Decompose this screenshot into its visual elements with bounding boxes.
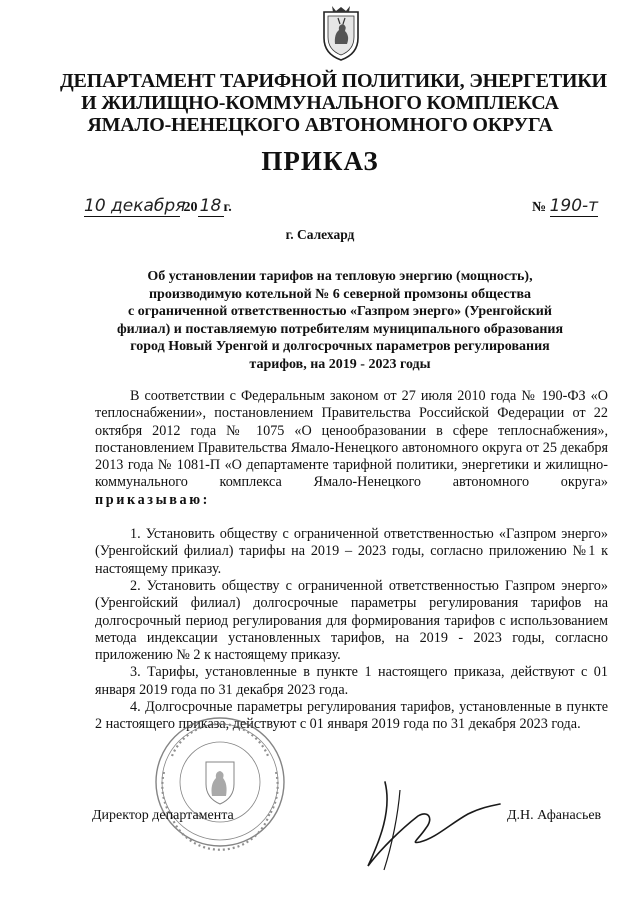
preamble-paragraph — [95, 388, 608, 509]
subject-line: производимую котельной № 6 северной промзоны общества — [148, 286, 532, 302]
subject-line: тарифов, на 2019 - 2023 годы — [249, 356, 431, 372]
date-handwritten: 10 декабря — [84, 196, 186, 216]
coat-of-arms-icon — [320, 6, 362, 62]
subject-line: Об установлении тарифов на тепловую энергию (мощность), — [147, 269, 533, 284]
department-line: ЯМАЛО-НЕНЕЦКОГО АВТОНОМНОГО ОКРУГА — [87, 114, 553, 136]
handwritten-signature-icon — [340, 770, 540, 880]
order-date — [84, 196, 232, 217]
order-item: 1. Установить обществу с ограниченной ответственностью «Газпром энерго» (Уренгойский филиал) тарифы на 2019 – 2023 годы, согласно приложению №1 к настоящему приказу. — [95, 526, 608, 577]
number-label: № — [532, 200, 547, 215]
city: г. Салехард — [285, 227, 355, 242]
signatory-position: Директор департамента — [92, 808, 234, 823]
order-word: приказываю: — [95, 491, 210, 508]
order-subject — [100, 268, 580, 373]
subject-line: с ограниченной ответственностью «Газпром энерго» (Уренгойский — [128, 304, 552, 319]
number-handwritten: 190-т — [549, 196, 599, 216]
department-title — [60, 70, 607, 136]
order-body — [95, 388, 608, 734]
signatory-name: Д.Н. Афанасьев — [507, 808, 602, 823]
preamble-text: В соответствии с Федеральным законом от 27 июля 2010 года № 190-ФЗ «О теплоснабжении», постановлением Правительства Российской Федерации от 22 октября 2012 года № 1075 «О ценообразовании в сфере теплоснабжения», постановлением Правительства Ямало-Ненецкого автономного округа от 25 декабря 2013 года № 1081-П «О департаменте тарифной политики, энергетики и жилищно-коммунального комплекса Ямало-Ненецкого автономного округа» — [95, 388, 608, 491]
order-item: 2. Установить обществу с ограниченной ответственностью Газпром энерго» (Уренгойский филиал) долгосрочные параметры регулирования тарифов на долгосрочный период регулирования для формирования тарифов с использованием метода индексации установленных тарифов, на 2019 - 2023 годы, согласно приложению № 2 к настоящему приказу. — [95, 577, 608, 664]
department-line: ДЕПАРТАМЕНТ ТАРИФНОЙ ПОЛИТИКИ, ЭНЕРГЕТИКИ — [60, 70, 607, 92]
order-number — [532, 196, 598, 217]
year-suffix: г. — [223, 200, 232, 215]
order-item: 3. Тарифы, установленные в пункте 1 настоящего приказа, действуют с 01 января 2019 года по 31 декабря 2023 года. — [95, 664, 608, 698]
order-item: 4. Долгосрочные параметры регулирования тарифов, установленные в пункте 2 настоящего приказа, действуют с 01 января 2019 года по 31 декабря 2023 года. — [95, 699, 608, 733]
year-handwritten: 18 — [198, 196, 224, 217]
official-seal-icon — [150, 712, 290, 852]
year-prefix: 20 — [183, 200, 198, 215]
document-type: ПРИКАЗ — [261, 146, 379, 176]
department-line: И ЖИЛИЩНО-КОММУНАЛЬНОГО КОМПЛЕКСА — [81, 92, 559, 114]
subject-line: город Новый Уренгой и долгосрочных параметров регулирования — [130, 339, 550, 354]
subject-line: филиал) и поставляемую потребителям муниципального образования — [116, 321, 564, 337]
